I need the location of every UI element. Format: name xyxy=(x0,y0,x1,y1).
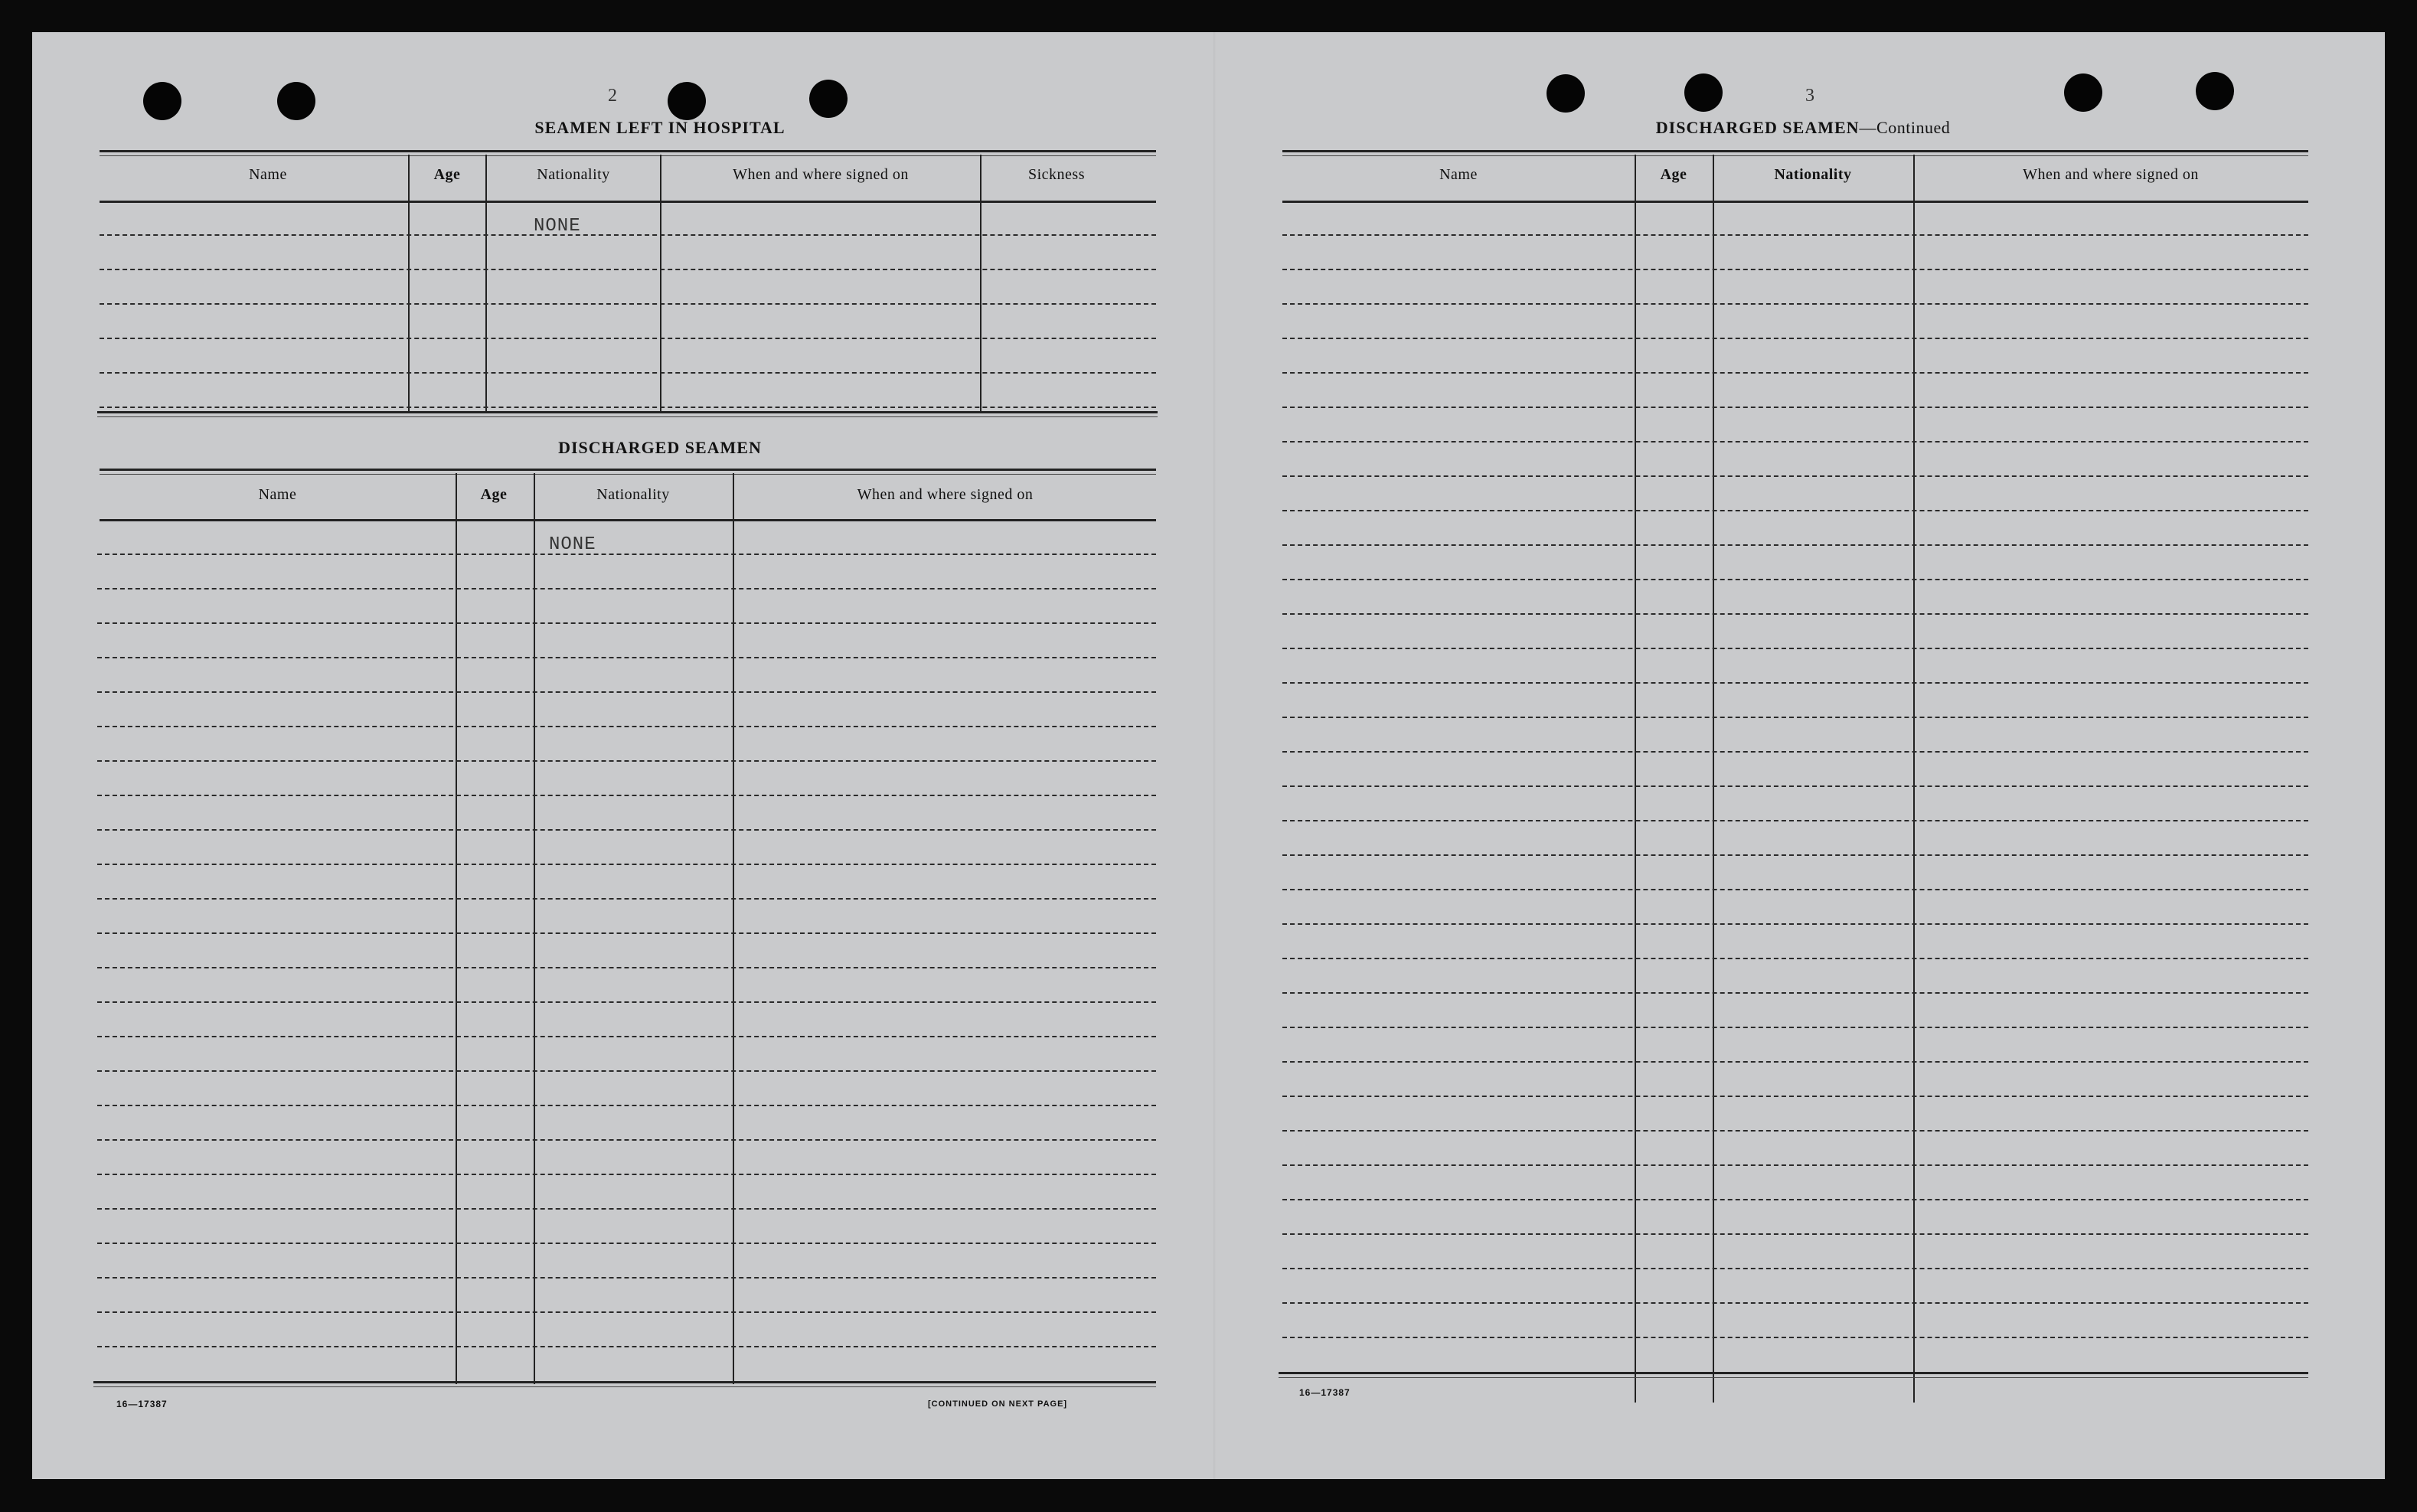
column-header-nationality: Nationality xyxy=(537,166,610,183)
row-line xyxy=(1282,1130,2308,1132)
continued-note: [CONTINUED ON NEXT PAGE] xyxy=(928,1399,1068,1409)
punch-hole xyxy=(1547,74,1585,113)
row-line xyxy=(1282,303,2308,305)
row-line xyxy=(100,372,1156,374)
row-line xyxy=(97,760,1156,762)
punch-hole xyxy=(143,82,181,120)
row-line xyxy=(1282,544,2308,546)
column-header-signed-on: When and where signed on xyxy=(2023,166,2199,183)
punch-hole xyxy=(668,82,706,120)
row-line xyxy=(100,234,1156,236)
form-number: 16—17387 xyxy=(1299,1387,1351,1398)
row-line xyxy=(1282,648,2308,649)
row-line xyxy=(1282,820,2308,821)
column-divider xyxy=(456,473,457,1384)
row-line xyxy=(97,1208,1156,1210)
column-divider xyxy=(1913,155,1915,1403)
row-line xyxy=(97,795,1156,796)
column-header-nationality: Nationality xyxy=(1774,166,1852,183)
row-line xyxy=(97,898,1156,900)
table-top-rule xyxy=(1282,150,2308,156)
table-bottom-rule xyxy=(97,411,1158,417)
punch-hole xyxy=(2196,72,2234,110)
row-line xyxy=(1282,1302,2308,1304)
header-rule xyxy=(100,519,1156,521)
column-header-age: Age xyxy=(433,166,461,183)
column-header-name: Name xyxy=(258,486,297,503)
row-line xyxy=(1282,854,2308,856)
row-line xyxy=(97,554,1156,555)
row-line xyxy=(1282,992,2308,994)
row-line xyxy=(1282,717,2308,718)
column-header-nationality: Nationality xyxy=(596,486,670,503)
row-line xyxy=(100,303,1156,305)
column-divider xyxy=(1635,155,1636,1403)
row-line xyxy=(1282,1096,2308,1097)
row-line xyxy=(1282,785,2308,787)
row-line xyxy=(1282,613,2308,615)
row-line xyxy=(97,1036,1156,1037)
column-divider xyxy=(534,473,535,1384)
title-main: DISCHARGED SEAMEN xyxy=(1655,118,1860,137)
column-header-sickness: Sickness xyxy=(1028,166,1085,183)
punch-hole xyxy=(2064,73,2102,112)
table-bottom-rule xyxy=(93,1381,1156,1387)
row-line xyxy=(1282,1233,2308,1235)
page-number: 3 xyxy=(1805,86,1814,106)
page-number: 2 xyxy=(608,86,617,106)
row-line xyxy=(97,1174,1156,1175)
row-line xyxy=(97,588,1156,589)
row-line xyxy=(97,657,1156,658)
row-line xyxy=(97,726,1156,727)
row-line xyxy=(97,829,1156,831)
row-line xyxy=(97,1139,1156,1141)
row-line xyxy=(1282,441,2308,442)
row-line xyxy=(100,338,1156,339)
column-header-signed-on: When and where signed on xyxy=(733,166,909,183)
form-number: 16—17387 xyxy=(116,1399,168,1409)
row-line xyxy=(97,864,1156,865)
table-top-rule xyxy=(100,150,1156,156)
column-header-signed-on: When and where signed on xyxy=(857,486,1034,503)
row-line xyxy=(100,269,1156,270)
left-page xyxy=(32,32,1213,1479)
page-fold xyxy=(1213,32,1216,1479)
table-top-rule xyxy=(100,469,1156,475)
hospital-entry: NONE xyxy=(534,216,581,237)
row-line xyxy=(1282,1061,2308,1063)
punch-hole xyxy=(809,80,848,118)
column-header-age: Age xyxy=(480,486,508,503)
row-line xyxy=(1282,751,2308,753)
row-line xyxy=(1282,1268,2308,1269)
row-line xyxy=(1282,510,2308,511)
header-rule xyxy=(100,201,1156,203)
row-line xyxy=(100,407,1156,408)
row-line xyxy=(1282,923,2308,925)
column-header-name: Name xyxy=(1439,166,1478,183)
column-header-name: Name xyxy=(249,166,287,183)
row-line xyxy=(97,1243,1156,1244)
column-header-age: Age xyxy=(1660,166,1687,183)
column-divider xyxy=(733,473,734,1384)
hospital-section-title: SEAMEN LEFT IN HOSPITAL xyxy=(534,118,786,137)
row-line xyxy=(1282,579,2308,580)
row-line xyxy=(97,967,1156,968)
punch-hole xyxy=(1684,73,1723,112)
row-line xyxy=(97,932,1156,934)
discharged-continued-title xyxy=(1554,118,2052,138)
row-line xyxy=(97,1277,1156,1279)
row-line xyxy=(1282,269,2308,270)
row-line xyxy=(1282,1027,2308,1028)
row-line xyxy=(1282,958,2308,959)
row-line xyxy=(97,1346,1156,1347)
row-line xyxy=(1282,889,2308,890)
row-line xyxy=(1282,1164,2308,1166)
row-line xyxy=(97,691,1156,693)
row-line xyxy=(97,1070,1156,1072)
row-line xyxy=(1282,475,2308,477)
row-line xyxy=(1282,338,2308,339)
column-divider xyxy=(1713,155,1714,1403)
row-line xyxy=(1282,372,2308,374)
row-line xyxy=(1282,1199,2308,1200)
discharged-section-title: DISCHARGED SEAMEN xyxy=(558,438,762,457)
row-line xyxy=(1282,407,2308,408)
right-page xyxy=(1213,32,2385,1479)
row-line xyxy=(97,1001,1156,1003)
row-line xyxy=(1282,1337,2308,1338)
punch-hole xyxy=(277,82,315,120)
header-rule xyxy=(1282,201,2308,203)
row-line xyxy=(97,1311,1156,1313)
row-line xyxy=(97,1105,1156,1106)
row-line xyxy=(1282,234,2308,236)
row-line xyxy=(1282,682,2308,684)
table-bottom-rule xyxy=(1279,1372,2308,1378)
discharged-entry: NONE xyxy=(549,534,596,555)
row-line xyxy=(97,622,1156,624)
title-suffix: —Continued xyxy=(1859,118,1951,137)
